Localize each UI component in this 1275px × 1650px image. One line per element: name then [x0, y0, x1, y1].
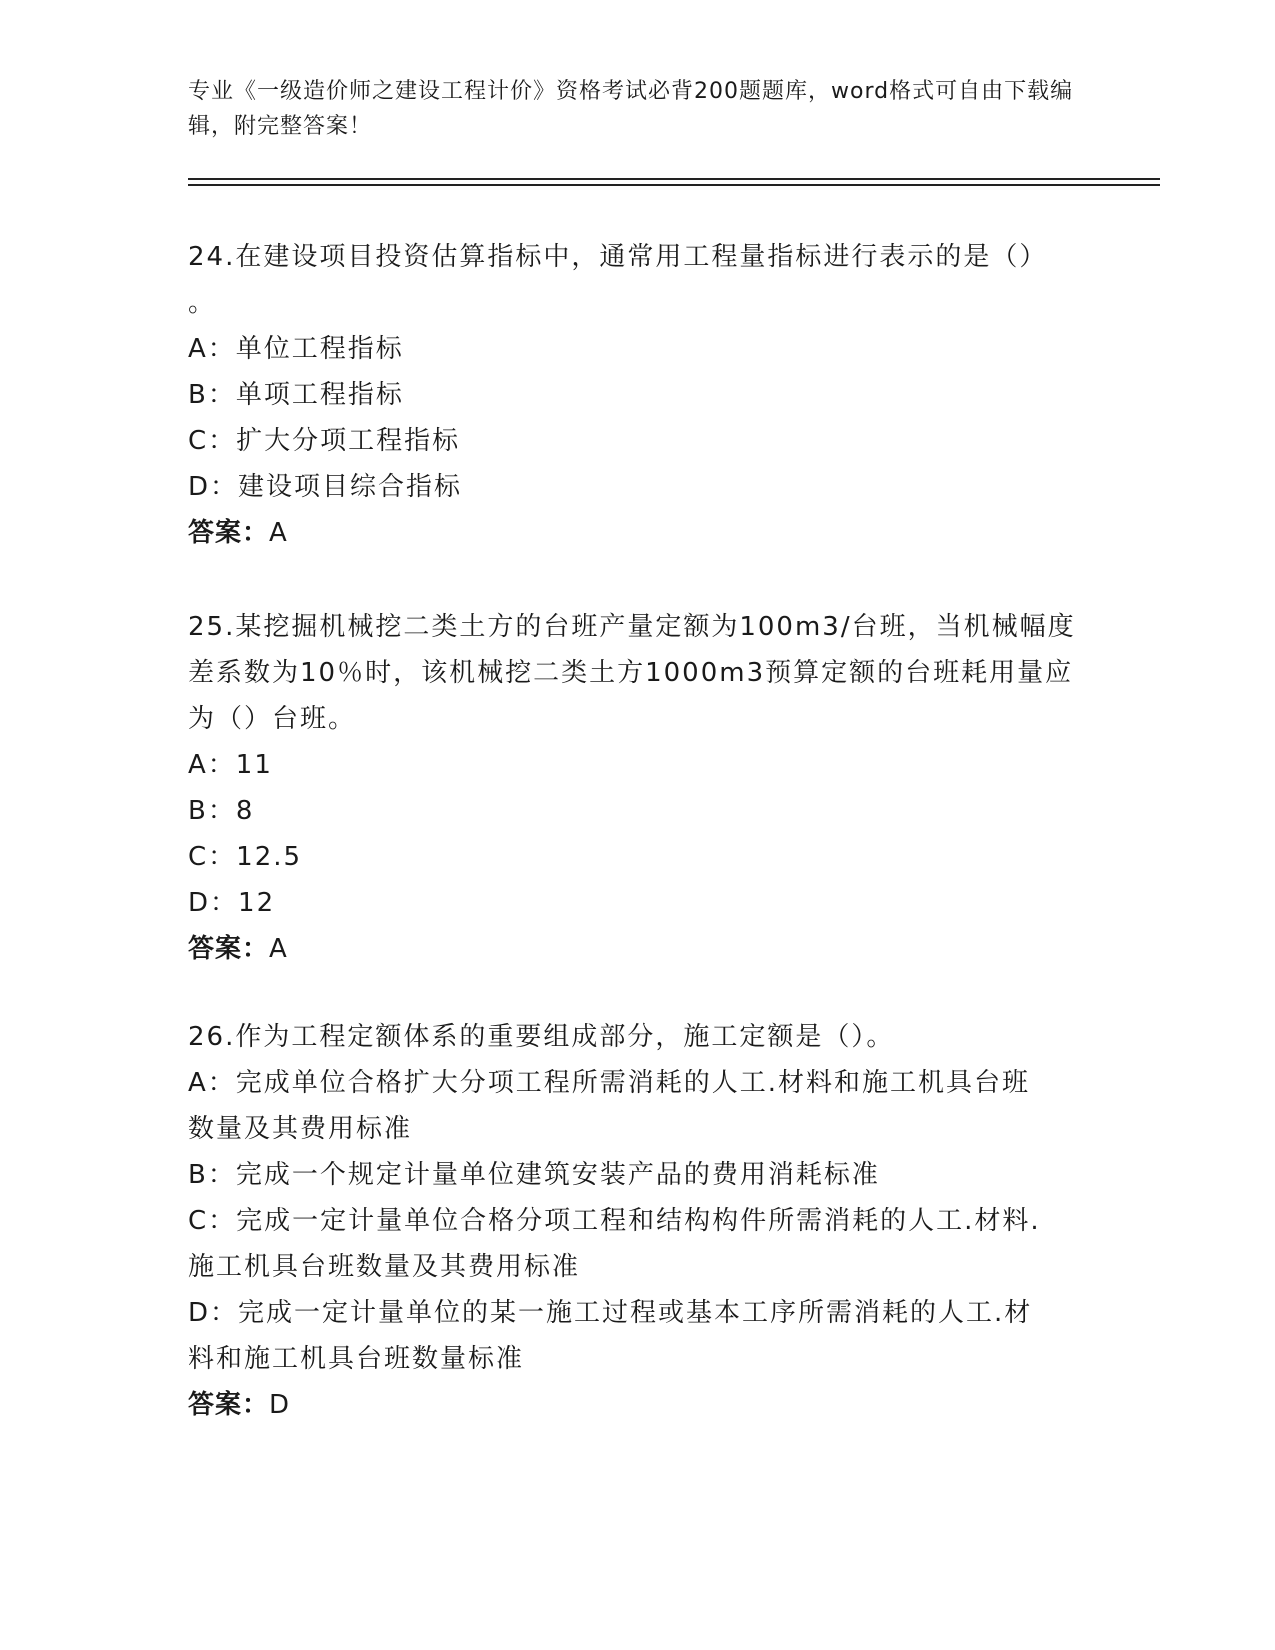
option-c: C：12.5 — [188, 842, 303, 872]
option-a: A：完成单位合格扩大分项工程所需消耗的人工.材料和施工机具台班 — [188, 1068, 1031, 1098]
option-c-continued: 施工机具台班数量及其费用标准 — [188, 1252, 581, 1282]
question-stem-line: 24.在建设项目投资估算指标中，通常用工程量指标进行表示的是（） — [188, 242, 1048, 272]
option-c: C：扩大分项工程指标 — [188, 426, 461, 456]
answer-value: A — [269, 518, 288, 548]
answer-line — [188, 510, 1088, 556]
question-24 — [188, 234, 1088, 556]
option-c: C：完成一定计量单位合格分项工程和结构构件所需消耗的人工.材料. — [188, 1206, 1041, 1236]
header-divider-top — [188, 178, 1160, 180]
header-divider-bottom — [188, 184, 1160, 186]
answer-line — [188, 1382, 1088, 1428]
option-a-continued: 数量及其费用标准 — [188, 1114, 413, 1144]
answer-label: 答案： — [188, 518, 270, 548]
option-b: B：完成一个规定计量单位建筑安装产品的费用消耗标准 — [188, 1160, 880, 1190]
document-header: 专业《一级造价师之建设工程计价》资格考试必背200题题库，word格式可自由下载编辑，附完整答案！ — [188, 79, 1074, 139]
question-stem-line: 26.作为工程定额体系的重要组成部分，施工定额是（）。 — [188, 1022, 895, 1052]
question-stem-line: 差系数为10％时，该机械挖二类土方1000m3预算定额的台班耗用量应 — [188, 658, 1074, 688]
answer-value: A — [269, 934, 288, 964]
answer-line — [188, 926, 1088, 972]
question-25 — [188, 604, 1088, 972]
option-a: A：单位工程指标 — [188, 334, 404, 364]
option-d: D：完成一定计量单位的某一施工过程或基本工序所需消耗的人工.材 — [188, 1298, 1033, 1328]
question-stem-line: 。 — [188, 288, 217, 318]
option-b: B：单项工程指标 — [188, 380, 404, 410]
option-d: D：12 — [188, 888, 276, 918]
answer-label: 答案： — [188, 1390, 270, 1420]
option-a: A：11 — [188, 750, 273, 780]
question-26 — [188, 1014, 1088, 1428]
answer-value: D — [269, 1390, 291, 1420]
option-d-continued: 料和施工机具台班数量标准 — [188, 1344, 525, 1374]
question-stem-line: 为（）台班。 — [188, 704, 357, 734]
question-stem-line: 25.某挖掘机械挖二类土方的台班产量定额为100m3/台班，当机械幅度 — [188, 612, 1076, 642]
option-b: B：8 — [188, 796, 255, 826]
answer-label: 答案： — [188, 934, 270, 964]
option-d: D：建设项目综合指标 — [188, 472, 463, 502]
